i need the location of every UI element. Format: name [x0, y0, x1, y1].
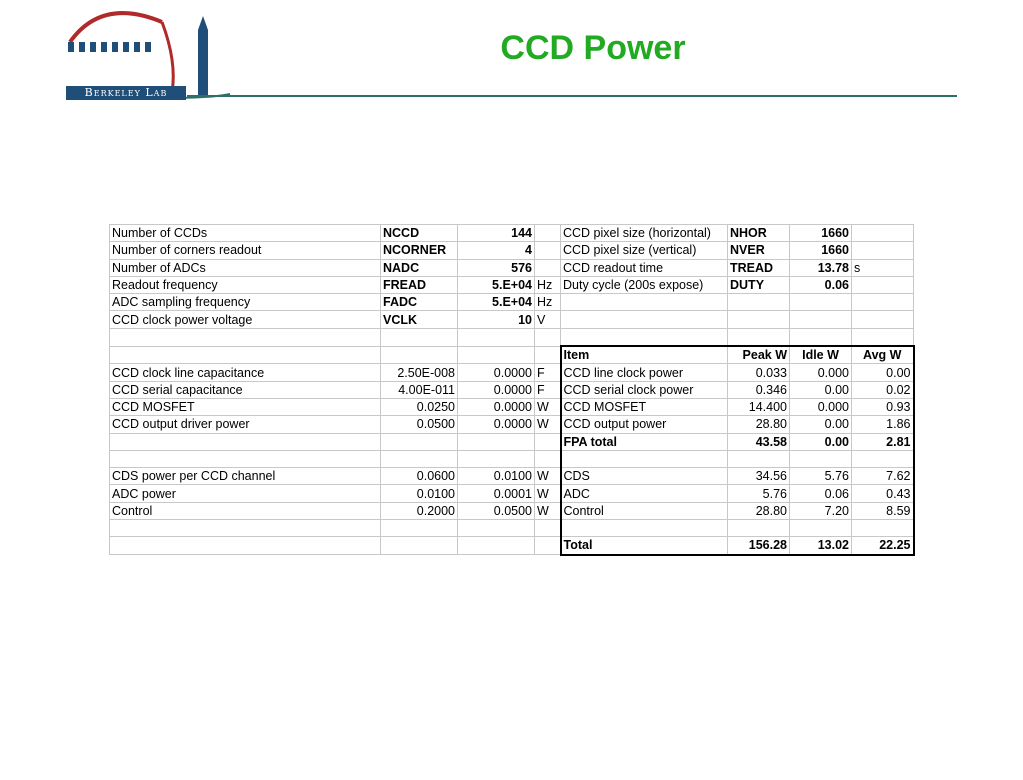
power-item: CCD serial clock power: [561, 381, 728, 398]
avg-value: 8.59: [852, 502, 914, 519]
table-row: [110, 450, 914, 467]
empty-cell: [535, 328, 561, 346]
avg-value: 0.00: [852, 364, 914, 381]
fpa-total-idle: 0.00: [790, 433, 852, 450]
power-item: Control: [561, 502, 728, 519]
param-value: 1660: [790, 225, 852, 242]
param-unit: Hz: [535, 276, 561, 293]
param-value: 0.06: [790, 276, 852, 293]
power-item: CDS: [561, 468, 728, 485]
empty-cell: [535, 450, 561, 467]
empty-cell: [535, 520, 561, 537]
peak-value: 28.80: [728, 416, 790, 433]
table-row: [110, 259, 914, 276]
empty-cell: [458, 520, 535, 537]
input-unit: W: [535, 468, 561, 485]
avg-value: 0.02: [852, 381, 914, 398]
empty-cell: [728, 311, 790, 328]
empty-cell: [110, 346, 381, 364]
empty-cell: [381, 537, 458, 555]
table-row: [110, 294, 914, 311]
param-symbol: NADC: [381, 259, 458, 276]
param-value: 13.78: [790, 259, 852, 276]
fpa-total-label: FPA total: [561, 433, 728, 450]
input-value-2: 0.0500: [458, 502, 535, 519]
param-unit: [535, 225, 561, 242]
empty-cell: [381, 328, 458, 346]
input-value-2: 0.0000: [458, 381, 535, 398]
input-value-2: 0.0001: [458, 485, 535, 502]
power-item: CCD MOSFET: [561, 398, 728, 415]
param-symbol: NHOR: [728, 225, 790, 242]
idle-value: 0.00: [790, 416, 852, 433]
empty-cell: [381, 346, 458, 364]
table-row: [110, 364, 914, 381]
table-header-row: [110, 346, 914, 364]
table-row: [110, 537, 914, 555]
param-unit: [852, 276, 914, 293]
empty-cell: [458, 328, 535, 346]
empty-cell: [790, 450, 852, 467]
column-header-idle: Idle W: [790, 346, 852, 364]
param-value: 5.E+04: [458, 294, 535, 311]
table-row: [110, 328, 914, 346]
empty-cell: [110, 328, 381, 346]
input-value-2: 0.0000: [458, 398, 535, 415]
input-value-1: 4.00E-011: [381, 381, 458, 398]
input-value-2: 0.0100: [458, 468, 535, 485]
input-value-1: 0.0250: [381, 398, 458, 415]
idle-value: 5.76: [790, 468, 852, 485]
param-label: CCD pixel size (horizontal): [561, 225, 728, 242]
fpa-total-avg: 2.81: [852, 433, 914, 450]
param-value: 4: [458, 242, 535, 259]
power-item: CCD line clock power: [561, 364, 728, 381]
empty-cell: [852, 328, 914, 346]
input-unit: F: [535, 381, 561, 398]
avg-value: 7.62: [852, 468, 914, 485]
input-value-2: 0.0000: [458, 416, 535, 433]
column-header-peak: Peak W: [728, 346, 790, 364]
idle-value: 0.000: [790, 398, 852, 415]
empty-cell: [110, 450, 381, 467]
input-label: CDS power per CCD channel: [110, 468, 381, 485]
grand-total-peak: 156.28: [728, 537, 790, 555]
peak-value: 5.76: [728, 485, 790, 502]
empty-cell: [790, 294, 852, 311]
empty-cell: [728, 294, 790, 311]
peak-value: 28.80: [728, 502, 790, 519]
input-value-1: 0.0600: [381, 468, 458, 485]
empty-cell: [728, 520, 790, 537]
input-unit: W: [535, 416, 561, 433]
empty-cell: [852, 294, 914, 311]
input-label: CCD MOSFET: [110, 398, 381, 415]
peak-value: 0.346: [728, 381, 790, 398]
table-row: [110, 381, 914, 398]
input-label: CCD output driver power: [110, 416, 381, 433]
empty-cell: [728, 328, 790, 346]
input-value-1: 0.0500: [381, 416, 458, 433]
power-item: ADC: [561, 485, 728, 502]
param-symbol: FADC: [381, 294, 458, 311]
empty-cell: [852, 311, 914, 328]
input-value-1: 0.2000: [381, 502, 458, 519]
param-symbol: NCORNER: [381, 242, 458, 259]
grand-total-avg: 22.25: [852, 537, 914, 555]
empty-cell: [561, 328, 728, 346]
param-label: CCD clock power voltage: [110, 311, 381, 328]
param-label: Number of ADCs: [110, 259, 381, 276]
param-label: Number of CCDs: [110, 225, 381, 242]
empty-cell: [381, 450, 458, 467]
empty-cell: [561, 294, 728, 311]
empty-cell: [110, 537, 381, 555]
slide-title: CCD Power: [500, 29, 686, 67]
fpa-total-peak: 43.58: [728, 433, 790, 450]
table-row: [110, 520, 914, 537]
input-value-1: 0.0100: [381, 485, 458, 502]
table-row: [110, 433, 914, 450]
input-label: Control: [110, 502, 381, 519]
param-value: 10: [458, 311, 535, 328]
grand-total-idle: 13.02: [790, 537, 852, 555]
idle-value: 0.06: [790, 485, 852, 502]
input-label: CCD serial capacitance: [110, 381, 381, 398]
empty-cell: [852, 450, 914, 467]
param-unit: [852, 242, 914, 259]
input-unit: W: [535, 485, 561, 502]
empty-cell: [852, 520, 914, 537]
param-symbol: DUTY: [728, 276, 790, 293]
param-value: 5.E+04: [458, 276, 535, 293]
empty-cell: [458, 450, 535, 467]
param-label: Readout frequency: [110, 276, 381, 293]
empty-cell: [381, 433, 458, 450]
table-row: [110, 311, 914, 328]
param-label: Duty cycle (200s expose): [561, 276, 728, 293]
param-symbol: TREAD: [728, 259, 790, 276]
input-unit: F: [535, 364, 561, 381]
empty-cell: [790, 328, 852, 346]
table-row: [110, 416, 914, 433]
empty-cell: [458, 433, 535, 450]
table-row: [110, 242, 914, 259]
param-unit: [852, 225, 914, 242]
idle-value: 0.000: [790, 364, 852, 381]
idle-value: 0.00: [790, 381, 852, 398]
empty-cell: [535, 346, 561, 364]
peak-value: 14.400: [728, 398, 790, 415]
empty-cell: [561, 450, 728, 467]
table-row: [110, 502, 914, 519]
empty-cell: [790, 520, 852, 537]
table-row: [110, 398, 914, 415]
column-header-item: Item: [561, 346, 728, 364]
table-row: [110, 225, 914, 242]
param-unit: [535, 242, 561, 259]
empty-cell: [458, 346, 535, 364]
input-unit: W: [535, 502, 561, 519]
param-symbol: NVER: [728, 242, 790, 259]
param-value: 576: [458, 259, 535, 276]
empty-cell: [381, 520, 458, 537]
idle-value: 7.20: [790, 502, 852, 519]
param-label: Number of corners readout: [110, 242, 381, 259]
empty-cell: [561, 520, 728, 537]
table-row: [110, 485, 914, 502]
param-unit: Hz: [535, 294, 561, 311]
avg-value: 0.93: [852, 398, 914, 415]
ccd-power-table: [109, 224, 915, 556]
input-label: CCD clock line capacitance: [110, 364, 381, 381]
input-value-1: 2.50E-008: [381, 364, 458, 381]
peak-value: 0.033: [728, 364, 790, 381]
table-row: [110, 276, 914, 293]
header-rule: [187, 95, 957, 97]
empty-cell: [728, 450, 790, 467]
input-value-2: 0.0000: [458, 364, 535, 381]
column-header-avg: Avg W: [852, 346, 914, 364]
param-label: CCD pixel size (vertical): [561, 242, 728, 259]
table-row: [110, 468, 914, 485]
empty-cell: [110, 433, 381, 450]
param-unit: V: [535, 311, 561, 328]
avg-value: 1.86: [852, 416, 914, 433]
param-value: 1660: [790, 242, 852, 259]
power-item: CCD output power: [561, 416, 728, 433]
param-label: ADC sampling frequency: [110, 294, 381, 311]
empty-cell: [790, 311, 852, 328]
param-symbol: NCCD: [381, 225, 458, 242]
param-unit: s: [852, 259, 914, 276]
grand-total-label: Total: [561, 537, 728, 555]
empty-cell: [535, 433, 561, 450]
param-symbol: FREAD: [381, 276, 458, 293]
logo-wordmark: Berkeley Lab: [66, 86, 186, 100]
empty-cell: [110, 520, 381, 537]
param-label: CCD readout time: [561, 259, 728, 276]
param-unit: [535, 259, 561, 276]
param-symbol: VCLK: [381, 311, 458, 328]
empty-cell: [561, 311, 728, 328]
input-unit: W: [535, 398, 561, 415]
param-value: 144: [458, 225, 535, 242]
avg-value: 0.43: [852, 485, 914, 502]
input-label: ADC power: [110, 485, 381, 502]
peak-value: 34.56: [728, 468, 790, 485]
empty-cell: [458, 537, 535, 555]
empty-cell: [535, 537, 561, 555]
